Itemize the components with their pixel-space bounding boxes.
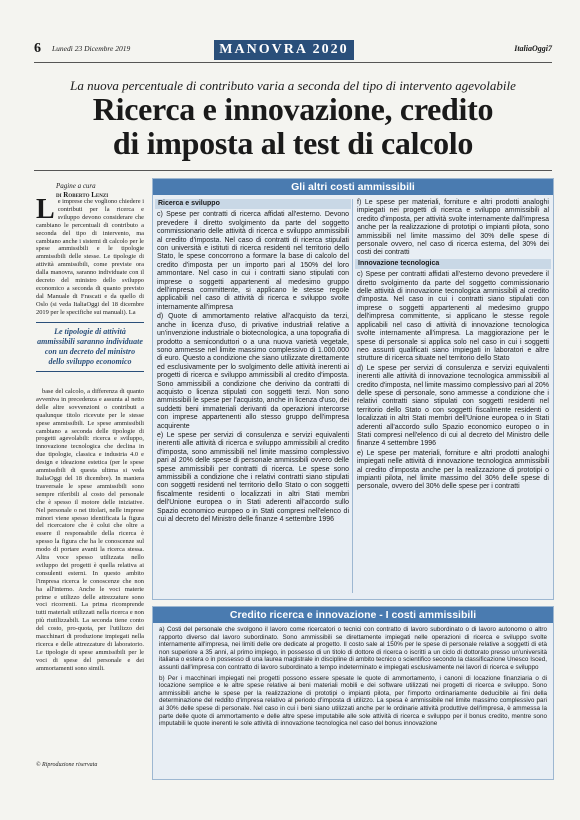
left-para-d: d) Quote di ammortamento relative all'acquisto da terzi, anche in licenza d'uso, di privative industriali relative a un'invenzione industriale o biotecnologica, a una topografia di prodotto a semiconduttori o a una nuova varietà vegetale, sono ammesse nel limite massimo complessivo di 1.000.000 di euro. Questo a condizione che siano utilizzate direttamente ed esclusivamente per lo svolgimento delle attività inerenti ai progetti di ricerca e sviluppo ammissibili al credito d'imposta. Sono ammissibili a condizione che derivino da contratti di acquisto o licenza stipulati con soggetti terzi. Non sono ammissibili le spese per l'acquisto, anche in licenza d'uso, dei suddetti beni immateriali derivanti da operazioni intercorse con imprese appartenenti allo stesso gruppo dell'impresa acquirente [157, 313, 349, 430]
title-rule [34, 170, 552, 171]
subhead-innovazione: Innovazione tecnologica [355, 259, 551, 269]
body-paragraph-2: base del calcolo, a differenza di quanto avveniva in precedenza e assunta al netto delle altre sovvenzioni o contributi a qualunque titolo ricevute per le stesse spese ammissibili. Le spese ammissibili cambiano a seconda delle tipologie di progetti agevolabili: ricerca e sviluppo, innovazione tecnologica che declina in due tipologie, classica e industria 4.0 e design e ideazione estetica (per le spese ammissibili di questa ultima si veda ItaliaOggi del 18 dicembre). In maniera trasversale le spese ammissibili sono sempre riferibili al costo del personale che è spesso il motore delle iniziative. Nel personale o nei titolari, nelle imprese minori viene spesso identificata la figura del ricercatore che è colui che oltre a essere il responsabile della ricerca è spesso la figura che ha le conoscenze sul modo di portare avanti la ricerca stessa. Altra voce spesso utilizzata nello sviluppo dei progetti è quella relativa ai consulenti esterni. In questo ambito l'impresa ricerca le conoscenze che non ha all'interno. Anche le voci materie prime e utilizzo delle attrezzature sono voci ricorrenti. La prima ricomprende tutti materiali utilizzati nella ricerca e non più riutilizzabili. La seconda tiene conto del costo, pro-quota, per l'utilizzo dei macchinari di produzione impiegati nella ricerca e delle attrezzature di laboratorio. Le tipologie di spese ammissibili per le voci di spese del personale e dei ammortamenti sono simili. [36, 388, 144, 672]
pull-quote: Le tipologie di attività ammissibili saranno individuate con un decreto del ministro dello sviluppo economico [36, 322, 144, 372]
column-divider [352, 199, 353, 593]
issue-date: Lunedì 23 Dicembre 2019 [52, 44, 131, 53]
byline-author: di Roberto Lenzi [56, 191, 109, 199]
title-line-2: di imposta al test di calcolo [112, 125, 474, 161]
left-para-e: e) Le spese per servizi di consulenza e servizi equivalenti inerenti alle attività di ricerca e sviluppo ammissibili al credito d'imposta, sono ammissibili nel limite massimo complessivo pari al 20% delle spese di personale ammissibili ovvero delle spese ammissibili per contratti di ricerca. Le spese sono ammissibili a condizione che i relativi contratti siano stipulati con soggetti residenti nel territorio dello Stato o con soggetti fiscalmente residenti o localizzati in altri Stati membri dell'Unione europea o in Stati aderenti all'accordo sullo Spazio economico europeo o in Stati compresi nell'elenco di cui al decreto del Ministro delle finanze 4 settembre 1996 [157, 431, 349, 524]
article-title [34, 92, 552, 160]
page-number: 6 [34, 41, 41, 56]
title-line-1: Ricerca e innovazione, credito [92, 91, 494, 127]
box2-para-a: a) Costi del personale che svolgono il lavoro come ricercatori o tecnici con contratto di lavoro subordinato o di lavoro autonomo o altro rapporto diverso dal lavoro subordinato. Sono ammissibili se direttamente impiegati nelle operazioni di ricerca e sviluppo svolte internamente all'impresa, nei limiti delle ore dedicate al progetto. Il costo sale al 150% per le spese di personale relative a soggetti di età non superiore a 35 anni, al primo impiego, in possesso di un titolo di dottore di ricerca o iscritti a un ciclo di dottorato presso un'università italiana o estera o in possesso di una laurea magistrale in discipline di ambito tecnico o scientifico secondo la classificazione Unesco Isced, assunti dall'impresa con contratto di lavoro subordinato a tempo indeterminato e impiegati esclusivamente nei lavori di ricerca e sviluppo [159, 626, 547, 671]
box1-right-column [355, 199, 551, 493]
section-label: MANOVRA 2020 [214, 40, 354, 60]
right-para-d: d) Le spese per servizi di consulenza e servizi equivalenti inerenti alle attività di innovazione tecnologica ammissibili al credito d'imposta, nel limite massimo complessivo pari al 20% delle spese di personale, sono ammesse a condizione che i relativi contratti siano stipulati con soggetti residenti nel territorio dello Stato o con soggetti fiscalmente residenti o localizzati in altri Stati membri dell'Unione europea o in Stati aderenti all'accordo sullo Spazio economico europeo o in Stati compresi nell'elenco di cui al decreto del Ministro delle finanze 4 settembre 1996 [357, 364, 549, 448]
eligible-costs-box [152, 606, 554, 780]
right-para-e: e) Le spese per materiali, forniture e altri prodotti analoghi impiegati nelle attività di innovazione tecnologica ammissibili al credito d'imposta anche per la realizzazione di prototipi o impianti pilota, nel limite massimo del 30% delle spese di personale, ovvero del 30% delle spese per i contratti [357, 449, 549, 491]
body-paragraph-1: e imprese che vogliono chiedere i contributi per la ricerca e sviluppo devono considerare che cambiano le percentuali di contributo a seconda del tipo di intervento, ma cambiano anche i sistemi di calcolo per le spese ammissibili e le tipologie ammissibili delle stesse. Le tipologie di attività ammissibili, come previste ora dalla manovra, saranno individuate con il decreto del ministro dello sviluppo economico a seconda di quanto previsto dal Manuale di Frascati e da quello di Oslo (si veda ItaliaOggi del 18 dicembre 2019 per le specifiche sui manuali). La [36, 198, 144, 316]
byline-prefix: Pagine a cura [56, 182, 96, 190]
copyright-note: © Riproduzione riservata [36, 762, 98, 768]
right-para-c: c) Spese per contratti affidati all'esterno devono prevedere il diretto svolgimento da parte del soggetto commissionario delle attività di innovazione tecnologica ammissibili al credito d'imposta. Nel caso in cui i contratti siano stipulati con imprese o soggetti appartenenti al medesimo gruppo dell'impresa committente, si applicano le stesse regole applicabili nel caso di attività di innovazione tecnologica svolte internamente all'impresa. La maggiorazione per le spese di personale si applica solo nel caso in cui i soggetti neo assunti qualificati siano impiegati in laboratori e altre strutture di ricerca situate nel territorio dello Stato [357, 271, 549, 363]
page-header [34, 41, 552, 58]
eligible-costs-title: Credito ricerca e innovazione - I costi ammissibili [153, 607, 553, 623]
other-costs-box [152, 178, 554, 600]
box2-para-b: b) Per i macchinari impiegati nei progetti possono essere spesate le quote di ammortamento, i canoni di locazione finanziaria o di locazione semplice e le altre spese relative ai beni materiali mobili e dei software utilizzati nei progetti di ricerca e sviluppo. Sono ammissibili anche le spese per la realizzazione di prototipi o impianti pilota, per l'importo ordinariamente deducibile ai fini della determinazione del reddito d'impresa relativo al periodo d'imposta di utilizzo. La spesa è ammissibile nel limite massimo complessivo pari al 30% delle spese di personale. Nel caso in cui i beni siano utilizzati anche per le ordinarie attività produttive dell'impresa, è ammessa la parte delle quote di ammortamento e delle altre spese imputabile alle sole attività di ricerca e sviluppo per il bonus credito, mentre sono imputabili le quote inerenti le sole attività di innovazione tecnologica nel caso del bonus innovazione [159, 674, 547, 728]
other-costs-title: Gli altri costi ammissibili [153, 179, 553, 195]
right-para-f: f) Le spese per materiali, forniture e altri prodotti analoghi impiegati nei progetti di ricerca e sviluppo ammissibili al credito d'imposta, per attività svolte internamente dall'impresa anche per la realizzazione di prototipi o impianti pilota, sono ammissibili nel limite massimo del 30% delle spese di personale ovvero, nel caso di ricerca esterna, del 30% dei costi dei contratti [357, 199, 549, 257]
header-rule [34, 62, 552, 63]
article-body-bottom [36, 388, 144, 673]
box1-left-column [155, 199, 351, 525]
article-kicker: La nuova percentuale di contributo varia a seconda del tipo di intervento agevolabile [70, 78, 516, 93]
left-para-c: c) Spese per contratti di ricerca affidati all'esterno. Devono prevedere il diretto svolgimento da parte del soggetto commissionario delle attività di ricerca e sviluppo ammissibili al credito d'imposta. Nel caso di contratti di ricerca stipulati con università e istituti di ricerca residenti nel territorio dello Stato, le spese concorrono a formare la base di calcolo del credito d'imposta per un importo pari al 150% del loro ammontare. Nel caso in cui i contratti siano stipulati con imprese o soggetti appartenenti al medesimo gruppo dell'impresa committente, si applicano le stesse regole applicabili nel caso di attività di ricerca e sviluppo svolte internamente all'impresa [157, 211, 349, 311]
brand-logo: ItaliaOggi7 [514, 44, 552, 53]
drop-cap: L [36, 194, 55, 225]
subhead-ricerca: Ricerca e sviluppo [155, 199, 351, 209]
box2-body [153, 623, 553, 734]
